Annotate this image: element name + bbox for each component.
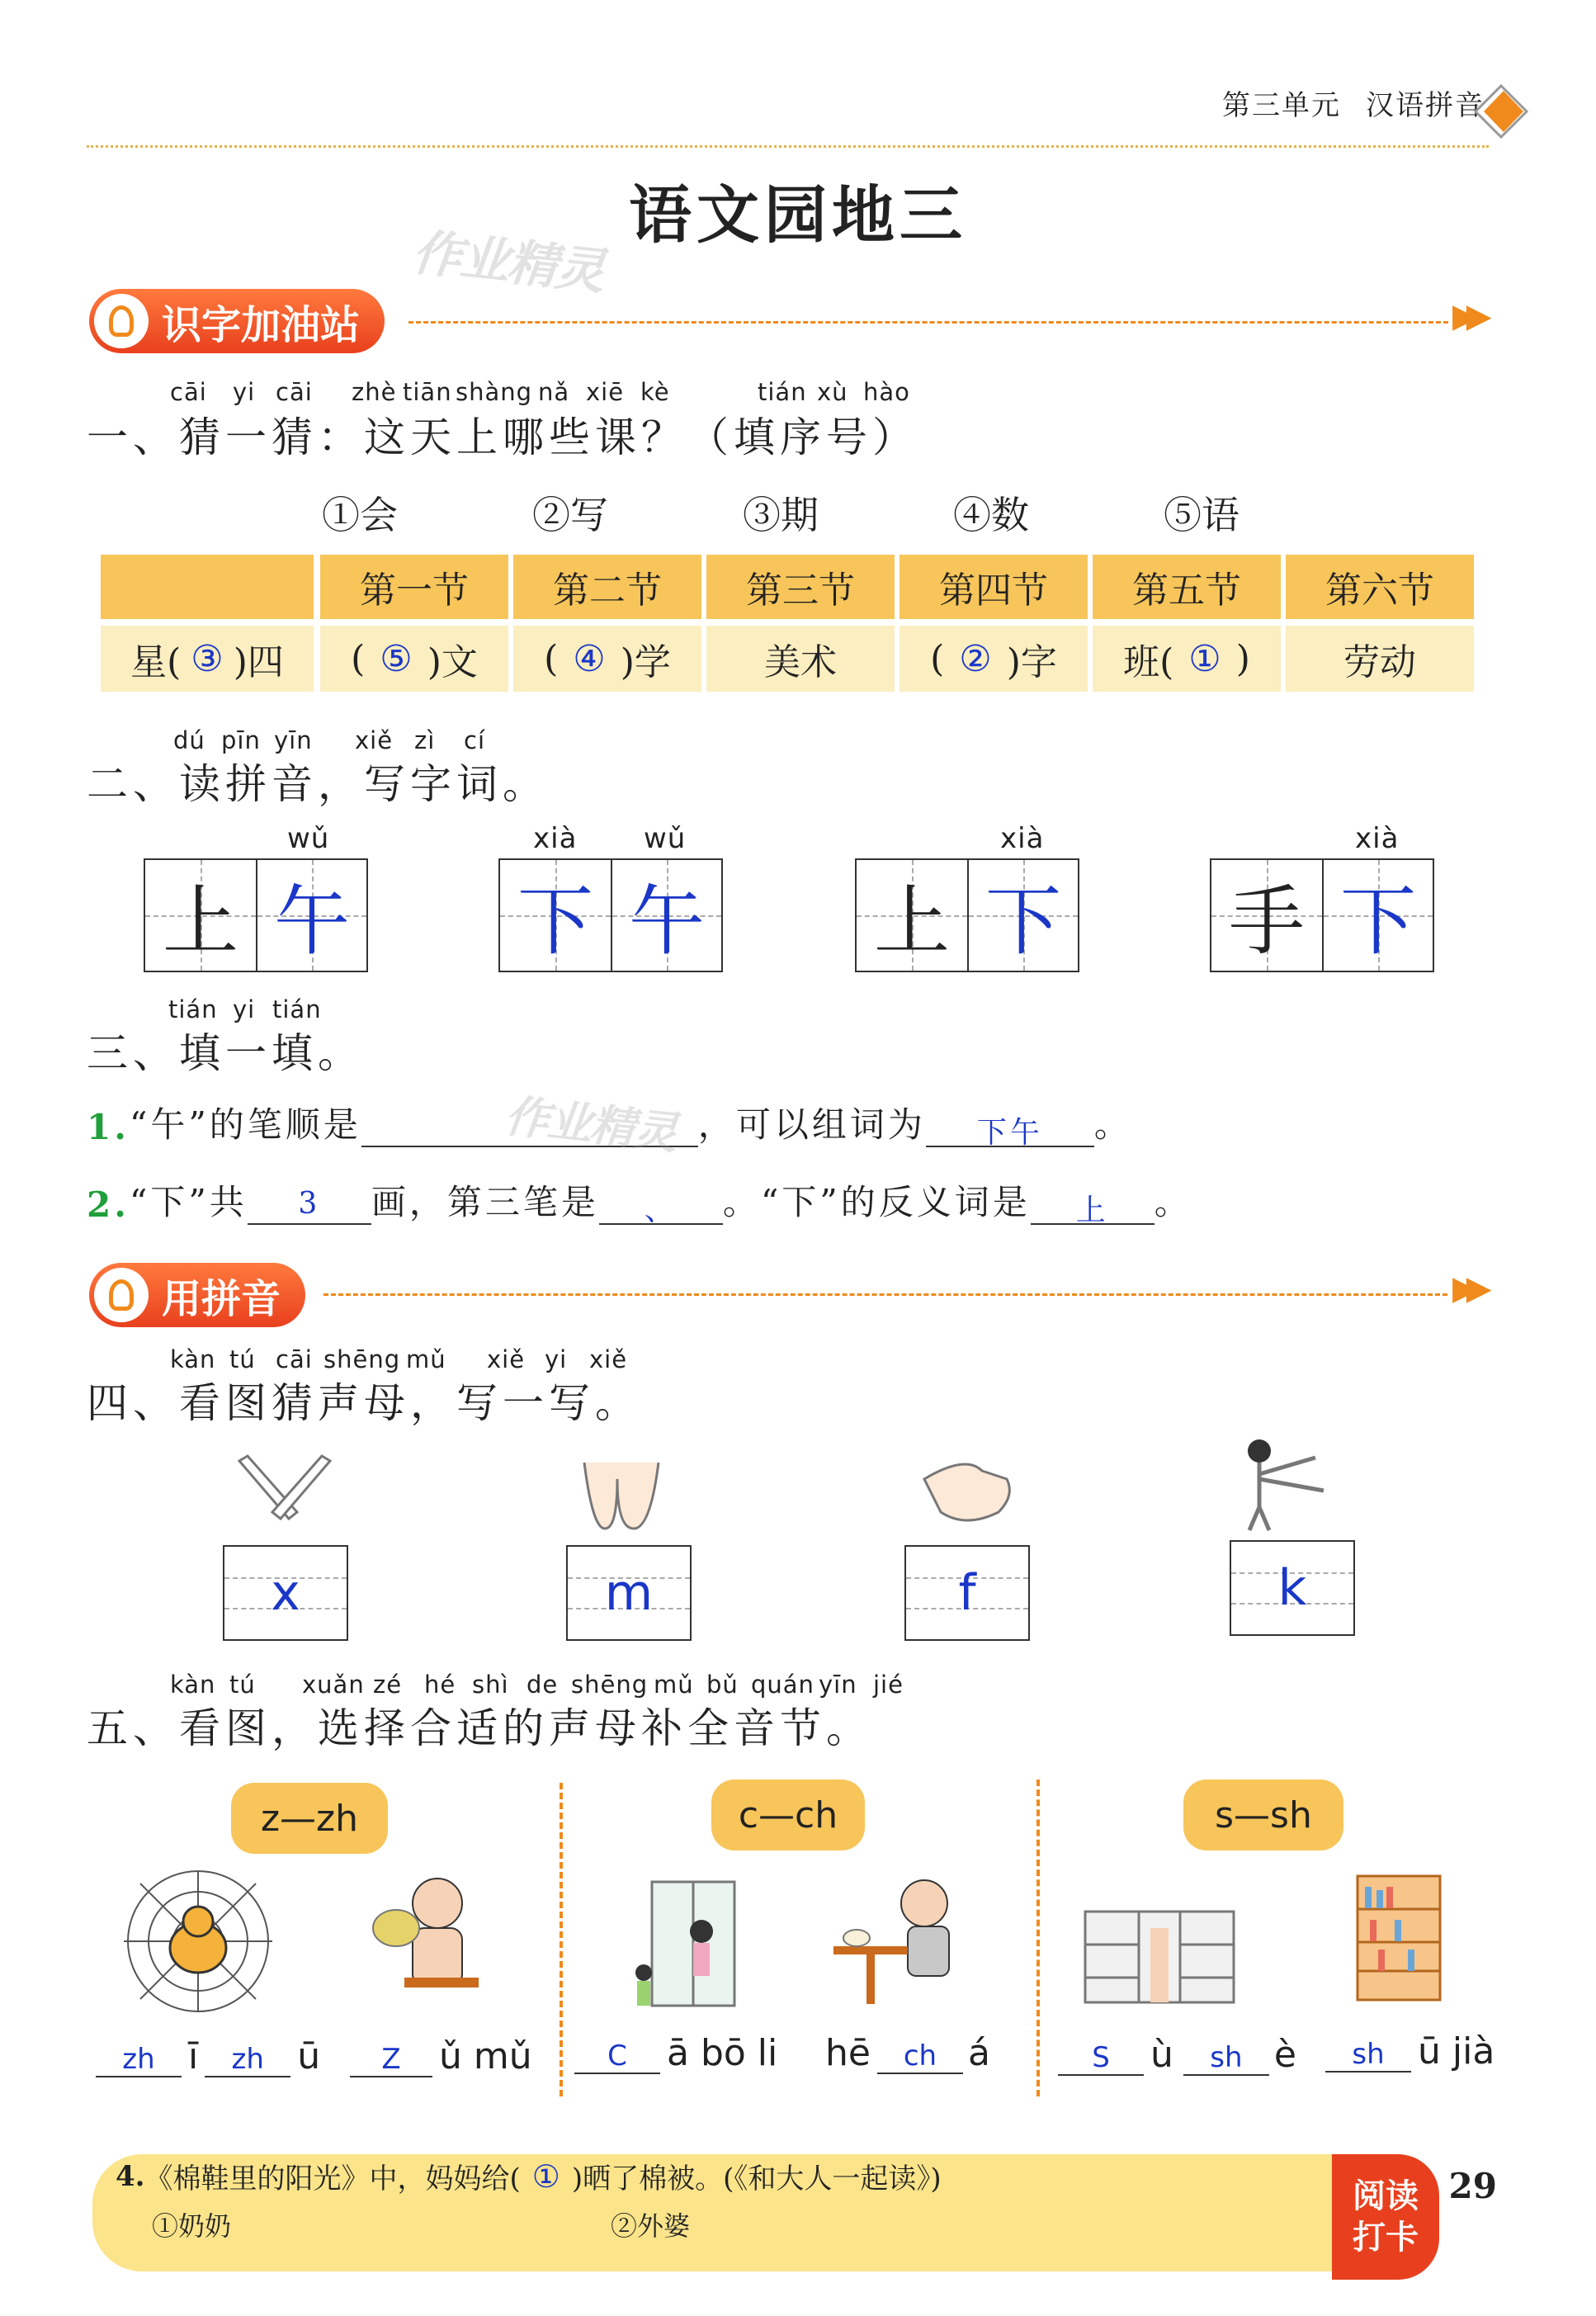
letter-box	[1230, 1540, 1355, 1636]
reading-option: ①奶奶	[152, 2210, 232, 2242]
pinyin: kè	[640, 378, 670, 406]
page-number: 29	[1448, 2166, 1497, 2206]
pinyin: xiě	[589, 1345, 628, 1373]
crossed-hands-icon	[231, 1453, 338, 1535]
pinyin: dú	[173, 726, 205, 754]
diamond-icon	[1472, 83, 1530, 140]
text: “下”共	[129, 1182, 248, 1222]
pinyin: hé	[424, 1671, 456, 1699]
cell-text: 班(	[1123, 641, 1174, 683]
group-divider	[1036, 1780, 1040, 2096]
text: 。	[1093, 1104, 1132, 1145]
header-divider	[87, 145, 1489, 148]
syllable-shujia	[1325, 2030, 1494, 2073]
answer: m	[604, 1564, 654, 1622]
answer: ⑤	[380, 637, 413, 680]
letter-box	[566, 1545, 692, 1641]
text: )晒了棉被。(《和大人一起读》)	[571, 2162, 942, 2195]
pinyin: xià	[1000, 822, 1045, 855]
table-header: 第三节	[706, 555, 895, 619]
option: ⑤语	[1164, 493, 1239, 537]
section-header-pinyin	[89, 1263, 305, 1327]
answer: k	[1277, 1559, 1307, 1617]
syllable-text: ū jià	[1418, 2030, 1495, 2073]
pinyin: mǔ	[406, 1345, 446, 1373]
option: ④数	[953, 493, 1029, 537]
answer: S	[1058, 2039, 1144, 2076]
item-number: 1.	[87, 1107, 130, 1147]
watermark: 作业精灵	[409, 224, 607, 301]
cell-text: )	[1235, 637, 1250, 680]
answer: 下	[1339, 877, 1416, 966]
cell-text: 星(	[130, 641, 182, 683]
section-divider	[323, 1293, 1447, 1296]
double-arrow-icon: ▶▶	[1452, 297, 1480, 335]
pinyin: yīn	[819, 1671, 857, 1699]
syllable-zhizhu	[96, 2035, 327, 2077]
badge-text: 阅读	[1353, 2177, 1419, 2215]
item-number: 4.	[116, 2159, 145, 2193]
pinyin: de	[526, 1671, 559, 1699]
pinyin: xù	[817, 378, 848, 406]
answer: Z	[350, 2041, 432, 2077]
tianzi-grid	[855, 858, 1079, 972]
pinyin: cāi	[170, 378, 207, 406]
pinyin: wǔ	[287, 822, 330, 855]
page-title: 语文园地三	[629, 178, 967, 252]
group-label: z—zh	[231, 1783, 388, 1854]
dormitory-icon	[1081, 1895, 1238, 2011]
q5-question: 五、看图，选择合适的声母补全音节。	[87, 1704, 872, 1752]
lightbulb-icon	[94, 294, 149, 348]
table-cell: 美术	[706, 626, 895, 692]
cell-text: (	[930, 637, 945, 680]
table-cell: 劳动	[1286, 626, 1474, 692]
cell-text: )学	[620, 641, 671, 683]
option: ①会	[322, 493, 398, 537]
pinyin: shēng	[571, 1671, 649, 1699]
spider-icon	[116, 1867, 281, 2016]
pinyin: shàng	[456, 378, 533, 406]
option: ②写	[532, 493, 608, 537]
pinyin: shēng	[323, 1345, 401, 1373]
answer: 上	[1031, 1187, 1155, 1225]
pinyin: yi	[233, 995, 256, 1023]
text: ，可以组词为	[697, 1104, 926, 1145]
table-header: 第四节	[900, 555, 1088, 619]
text: 《棉鞋里的阳光》中，妈妈给(	[144, 2162, 521, 2195]
pinyin: quán	[751, 1671, 815, 1699]
answer: 下	[517, 877, 593, 966]
syllable-sushe	[1058, 2034, 1296, 2076]
answer: C	[574, 2038, 660, 2074]
syllable-text: hē	[825, 2032, 871, 2074]
pinyin: mǔ	[654, 1671, 694, 1699]
syllable-text: ù	[1150, 2034, 1173, 2076]
syllable-hecha	[825, 2032, 990, 2074]
pinyin: xiě	[487, 1345, 526, 1373]
text: “午”的笔顺是	[129, 1104, 361, 1145]
cell-text: (	[351, 637, 366, 680]
pinyin: bǔ	[706, 1671, 739, 1699]
q3-line2	[87, 1175, 1192, 1225]
watermark: 作业精灵	[502, 1089, 679, 1160]
tianzi-grid	[498, 858, 723, 972]
table-cell-day	[101, 626, 314, 692]
pinyin: tú	[229, 1671, 256, 1699]
answer: ch	[877, 2038, 963, 2074]
tianzi-grid	[144, 858, 368, 972]
syllable-text: ā bō li	[667, 2032, 778, 2074]
table-header: 第二节	[513, 555, 701, 619]
syllable-text: á	[967, 2032, 990, 2074]
unit-header	[1222, 83, 1485, 123]
syllable-zumu	[350, 2035, 532, 2077]
letter-box	[223, 1545, 348, 1641]
person-k-icon	[1241, 1433, 1348, 1532]
pinyin: pīn	[221, 726, 261, 754]
cell-text: )文	[427, 641, 478, 683]
answer: zh	[205, 2041, 290, 2077]
pinyin: xiē	[586, 378, 625, 406]
answer: sh	[1183, 2039, 1269, 2076]
pinyin: zì	[414, 726, 436, 754]
syllable-text: è	[1273, 2034, 1296, 2076]
char: 手	[1228, 877, 1305, 966]
pinyin: shì	[472, 1671, 509, 1699]
pinyin: zhè	[352, 378, 397, 406]
reading-checkin-badge	[1332, 2154, 1439, 2280]
unit-label: 第三单元	[1222, 89, 1341, 122]
text: 。“下”的反义词是	[722, 1182, 1031, 1222]
section-header-literacy	[89, 289, 385, 353]
answer: ③	[191, 637, 224, 680]
pinyin: kàn	[170, 1671, 216, 1699]
q4-question: 四、看图猜声母，写一写。	[87, 1379, 641, 1427]
answer: 下午	[926, 1109, 1094, 1147]
pinyin: tián	[272, 995, 322, 1023]
pinyin: xuǎn	[302, 1671, 365, 1699]
table-header: 第五节	[1093, 555, 1281, 619]
group-label: c—ch	[711, 1780, 865, 1850]
grandma-fan-icon	[363, 1870, 495, 2011]
cell-text: (	[544, 637, 559, 680]
hand-f-icon	[916, 1446, 1023, 1537]
topic-label: 汉语拼音	[1366, 89, 1485, 122]
text: 画，第三笔是	[371, 1182, 599, 1222]
letter-box	[904, 1545, 1030, 1641]
table-cell	[900, 626, 1088, 692]
pinyin: yi	[233, 378, 256, 406]
answer: ①	[531, 2158, 560, 2195]
double-arrow-icon: ▶▶	[1452, 1269, 1480, 1307]
tianzi-grid	[1210, 858, 1434, 972]
pinyin: cāi	[276, 1345, 313, 1373]
pinyin: jié	[873, 1671, 904, 1699]
answer: 3	[248, 1187, 371, 1225]
pinyin: yi	[545, 1345, 568, 1373]
group-label: s—sh	[1183, 1780, 1343, 1850]
group-divider	[560, 1783, 563, 2096]
pinyin: tiān	[403, 378, 452, 406]
q3-question: 三、填一填。	[87, 1029, 364, 1077]
section-divider	[408, 321, 1448, 324]
pinyin: hào	[863, 378, 910, 406]
reading-question	[116, 2156, 942, 2196]
cell-text: )字	[1006, 641, 1057, 683]
answer: 午	[273, 877, 350, 966]
pinyin: xià	[533, 822, 578, 855]
answer: zh	[96, 2041, 182, 2077]
char: 上	[873, 877, 950, 966]
hands-m-icon	[568, 1446, 675, 1537]
item-number: 2.	[87, 1184, 130, 1225]
char: 上	[162, 877, 238, 966]
pinyin: wǔ	[644, 822, 687, 855]
q1-question: 一、猜一猜：这天上哪些课？（填序号）	[87, 414, 918, 461]
cell-text: )四	[233, 641, 284, 683]
pinyin: xià	[1355, 822, 1400, 855]
pinyin: yīn	[274, 726, 313, 754]
pinyin: tián	[168, 995, 218, 1023]
table-header: 第一节	[320, 555, 508, 619]
bookshelf-icon	[1353, 1872, 1444, 2004]
answer: x	[271, 1564, 300, 1622]
answer: ②	[959, 637, 992, 680]
answer: 下	[985, 877, 1061, 966]
pinyin: kàn	[170, 1345, 216, 1373]
table-header: 第六节	[1286, 555, 1474, 619]
pinyin: tú	[229, 1345, 256, 1373]
lightbulb-icon	[94, 1268, 149, 1322]
pinyin: nǎ	[538, 378, 570, 406]
syllable-text: ī	[188, 2035, 199, 2077]
badge-text: 打卡	[1353, 2219, 1419, 2257]
answer: 午	[628, 877, 705, 966]
option: ③期	[743, 493, 819, 537]
table-cell	[320, 626, 508, 692]
old-man-tea-icon	[825, 1870, 982, 2019]
pinyin: tián	[758, 378, 807, 406]
pinyin: cí	[464, 726, 486, 754]
reading-option: ②外婆	[611, 2210, 691, 2242]
table-cell	[513, 626, 701, 692]
table-corner	[101, 555, 314, 619]
q2-question: 二、读拼音，写字词。	[87, 760, 549, 808]
answer: 、	[599, 1187, 723, 1225]
syllable-text: ū	[297, 2035, 321, 2077]
answer: ①	[1188, 637, 1221, 680]
syllable-caboli	[574, 2032, 777, 2074]
pinyin: xiě	[355, 726, 394, 754]
answer: f	[958, 1564, 976, 1622]
pinyin: cāi	[276, 378, 313, 406]
answer: ④	[573, 637, 606, 680]
table-cell	[1093, 626, 1281, 692]
section-title: 用拼音	[162, 1275, 281, 1322]
text: 。	[1154, 1182, 1192, 1222]
section-title: 识字加油站	[162, 301, 361, 348]
pinyin: zé	[373, 1671, 403, 1699]
answer: sh	[1325, 2036, 1411, 2073]
syllable-text: ǔ mǔ	[439, 2035, 532, 2077]
child-window-icon	[611, 1874, 743, 2022]
